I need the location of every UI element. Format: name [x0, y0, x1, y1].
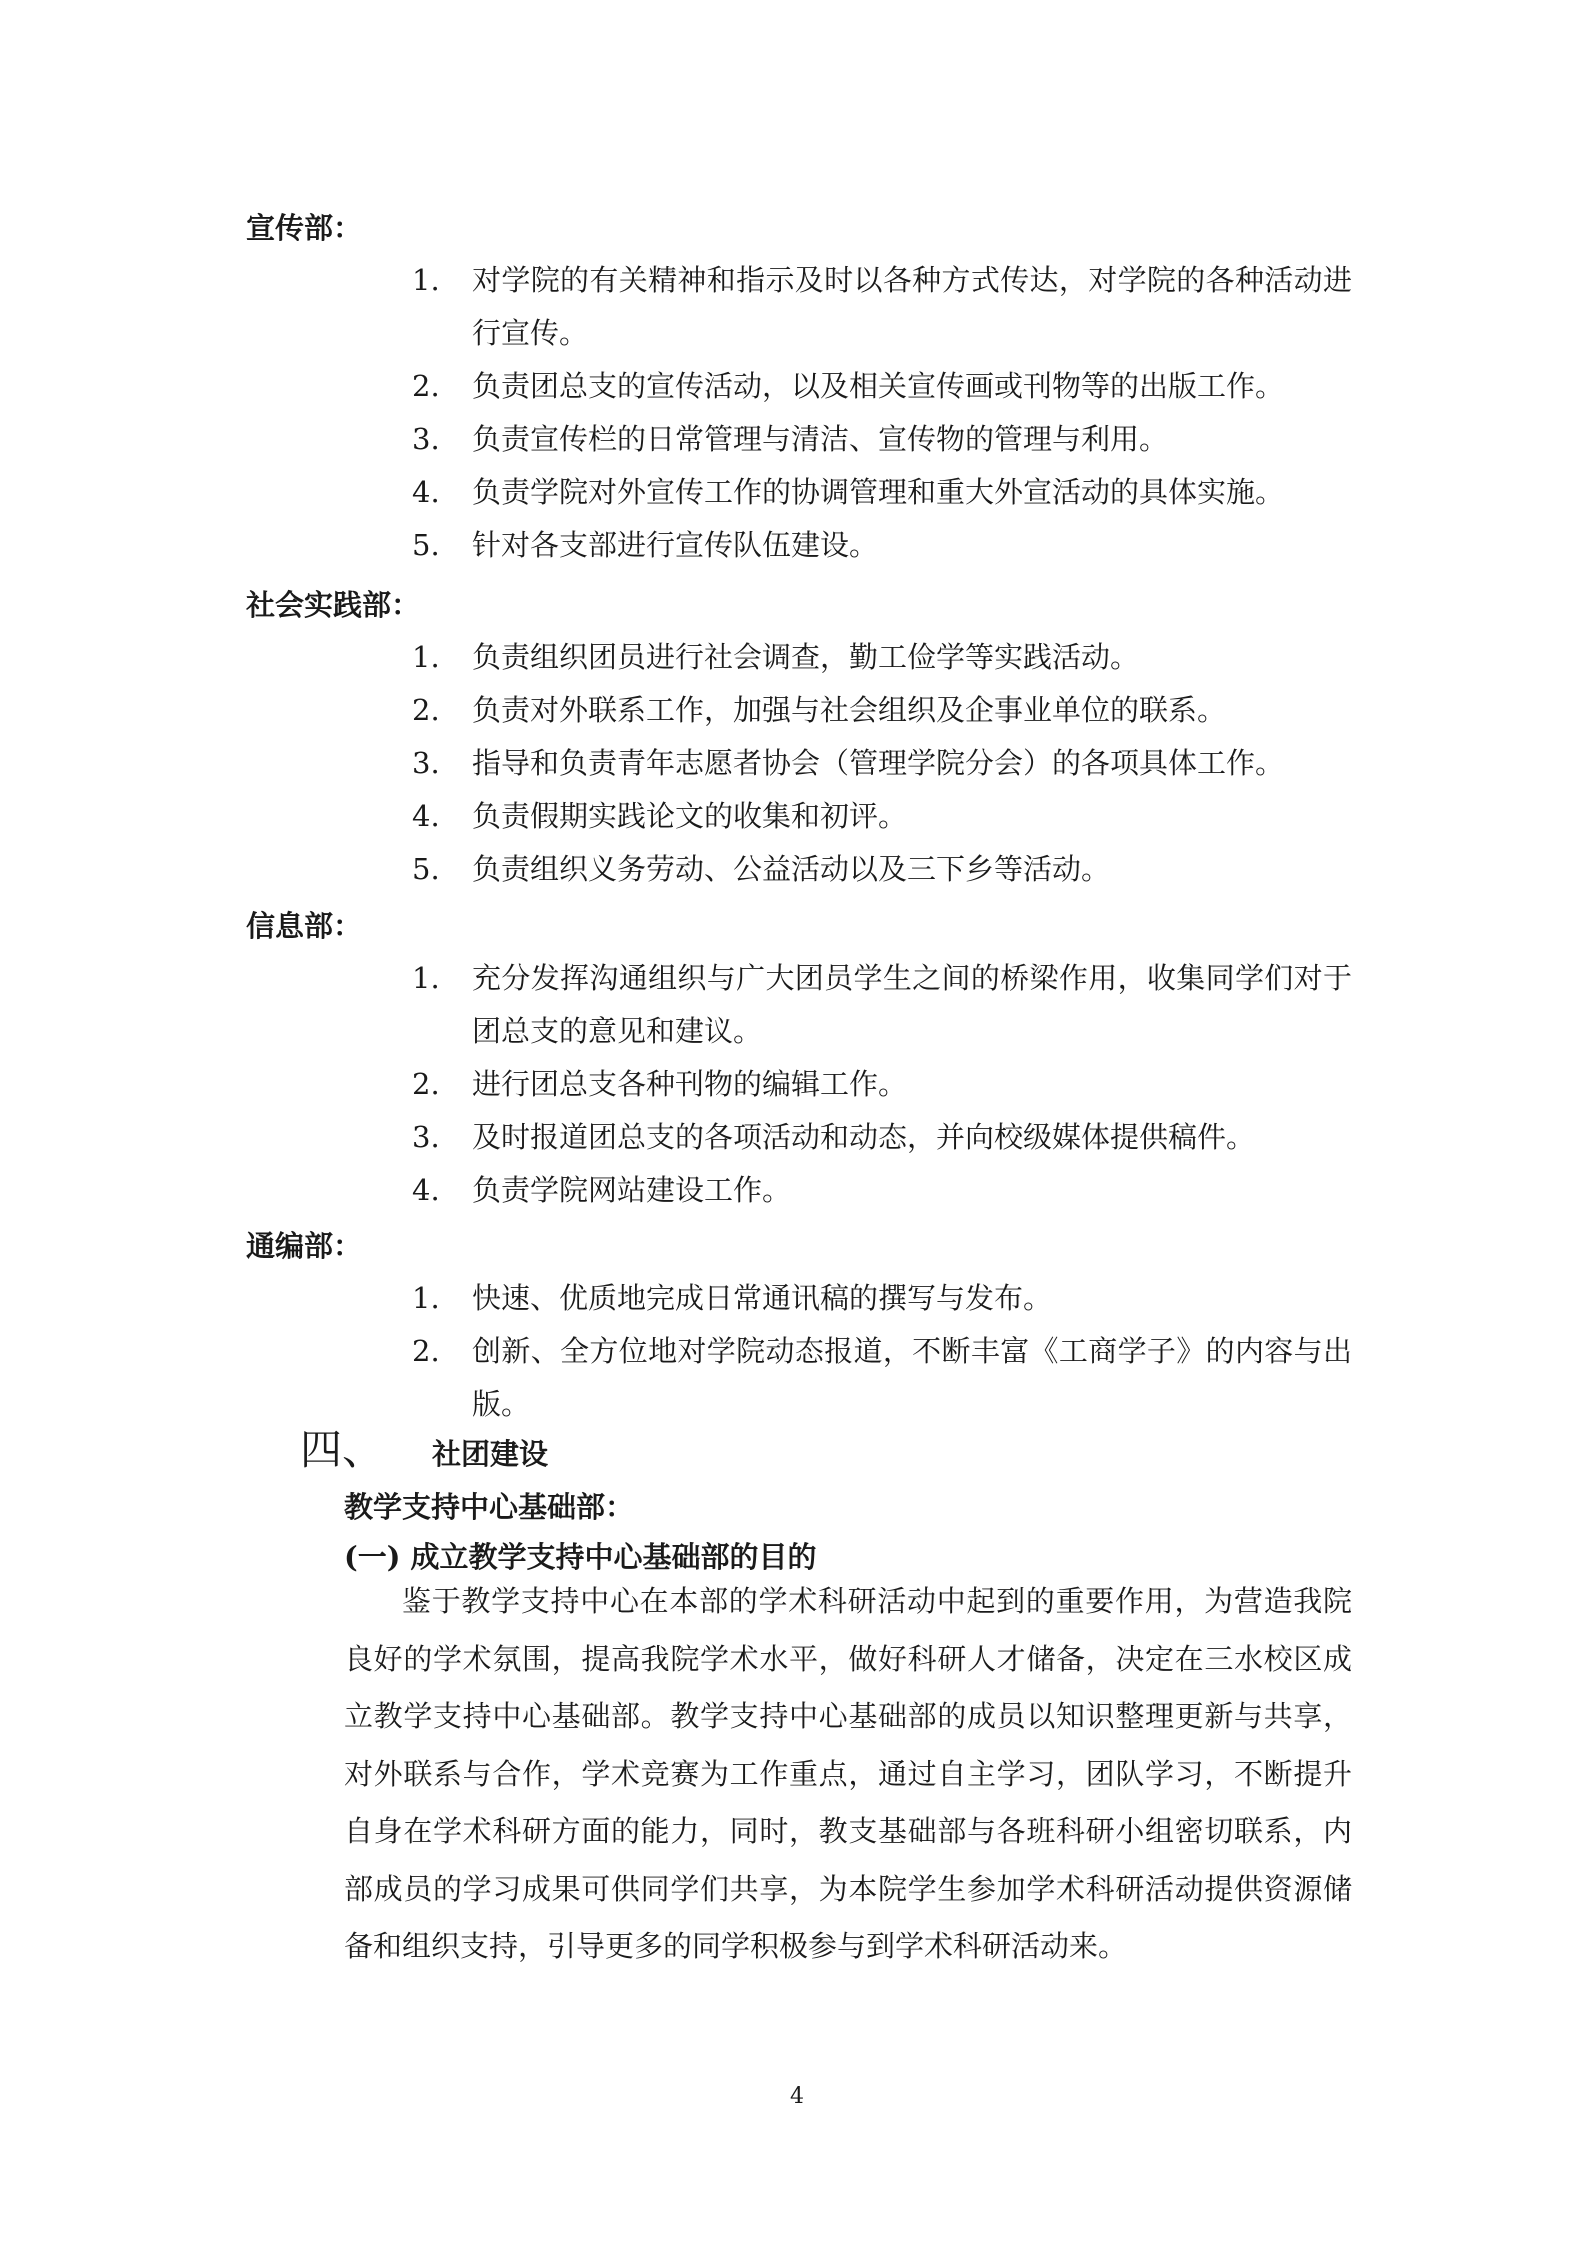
- list-item-number: 1.: [412, 263, 440, 297]
- list-item-text: 指导和负责青年志愿者协会（管理学院分会）的各项具体工作。: [472, 746, 1285, 780]
- list-item-text: 快速、优质地完成日常通讯稿的撰写与发布。: [472, 1281, 1053, 1315]
- list-item-text: 充分发挥沟通组织与广大团员学生之间的桥梁作用，收集同学们对于团总支的意见和建议。: [472, 961, 1352, 1048]
- list-item: [412, 631, 1352, 684]
- list-item-number: 4.: [412, 799, 440, 833]
- list-item-text: 负责假期实践论文的收集和初评。: [472, 799, 908, 833]
- list-item-number: 3.: [412, 1120, 440, 1154]
- list-item-number: 4.: [412, 475, 440, 509]
- list-item-text: 负责宣传栏的日常管理与清洁、宣传物的管理与利用。: [472, 422, 1169, 456]
- list-item: [412, 1111, 1352, 1164]
- list-item-text: 负责团总支的宣传活动，以及相关宣传画或刊物等的出版工作。: [472, 369, 1285, 403]
- section-heading-publicity: 宣传部：: [246, 211, 363, 245]
- list-item-number: 1.: [412, 640, 440, 674]
- list-item-number: 1.: [412, 1281, 440, 1315]
- list-item-number: 2.: [412, 693, 440, 727]
- list-item: [412, 360, 1352, 413]
- list-item: [412, 737, 1352, 790]
- list-item-text: 针对各支部进行宣传队伍建设。: [472, 528, 879, 562]
- list-item-text: 负责学院网站建设工作。: [472, 1173, 792, 1207]
- section-heading-social-practice: 社会实践部：: [246, 588, 421, 622]
- list-item: [412, 952, 1352, 1058]
- page-number: 4: [790, 2084, 804, 2109]
- list-item: [412, 790, 1352, 843]
- list-item: [412, 1164, 1352, 1217]
- list-item: [412, 254, 1352, 360]
- list-item: [412, 1325, 1352, 1431]
- part-four-title: 社团建设: [432, 1437, 549, 1471]
- list-item: [412, 1272, 1352, 1325]
- list-item-number: 5.: [412, 852, 440, 886]
- list-item-text: 对学院的有关精神和指示及时以各种方式传达，对学院的各种活动进行宣传。: [472, 263, 1352, 350]
- subsection-title-purpose: (一) 成立教学支持中心基础部的目的: [344, 1540, 817, 1574]
- list-item-number: 5.: [412, 528, 440, 562]
- section-heading-information: 信息部：: [246, 909, 363, 943]
- list-item-number: 2.: [412, 1067, 440, 1101]
- subheading-teaching-support: 教学支持中心基础部：: [344, 1490, 635, 1524]
- list-item: [412, 413, 1352, 466]
- list-item-text: 创新、全方位地对学院动态报道，不断丰富《工商学子》的内容与出版。: [472, 1334, 1352, 1421]
- body-paragraph: 鉴于教学支持中心在本部的学术科研活动中起到的重要作用，为营造我院良好的学术氛围，提高我院学术水平，做好科研人才储备，决定在三水校区成立教学支持中心基础部。教学支持中心基础部的成员以知识整理更新与共享，对外联系与合作，学术竞赛为工作重点，通过自主学习，团队学习，不断提升自身在学术科研方面的能力，同时，教支基础部与各班科研小组密切联系，内部成员的学习成果可供同学们共享，为本院学生参加学术科研活动提供资源储备和组织支持，引导更多的同学积极参与到学术科研活动来。: [344, 1584, 1352, 1963]
- part-four-heading: [300, 1422, 548, 1478]
- list-item-text: 负责学院对外宣传工作的协调管理和重大外宣活动的具体实施。: [472, 475, 1285, 509]
- list-item: [412, 466, 1352, 519]
- list-item-number: 4.: [412, 1173, 440, 1207]
- list-item: [412, 1058, 1352, 1111]
- list-item-number: 1.: [412, 961, 440, 995]
- list-item-number: 3.: [412, 422, 440, 456]
- list-item-number: 2.: [412, 1334, 440, 1368]
- list-item-text: 负责组织团员进行社会调查，勤工俭学等实践活动。: [472, 640, 1140, 674]
- list-item: [412, 684, 1352, 737]
- list-item-text: 及时报道团总支的各项活动和动态，并向校级媒体提供稿件。: [472, 1120, 1256, 1154]
- list-item-text: 进行团总支各种刊物的编辑工作。: [472, 1067, 908, 1101]
- part-four-number: 四、: [300, 1425, 385, 1474]
- list-item: [412, 843, 1352, 896]
- list-item-text: 负责对外联系工作，加强与社会组织及企事业单位的联系。: [472, 693, 1227, 727]
- list-item-number: 3.: [412, 746, 440, 780]
- list-item-text: 负责组织义务劳动、公益活动以及三下乡等活动。: [472, 852, 1111, 886]
- list-item: [412, 519, 1352, 572]
- list-item-number: 2.: [412, 369, 440, 403]
- section-heading-editorial: 通编部：: [246, 1229, 363, 1263]
